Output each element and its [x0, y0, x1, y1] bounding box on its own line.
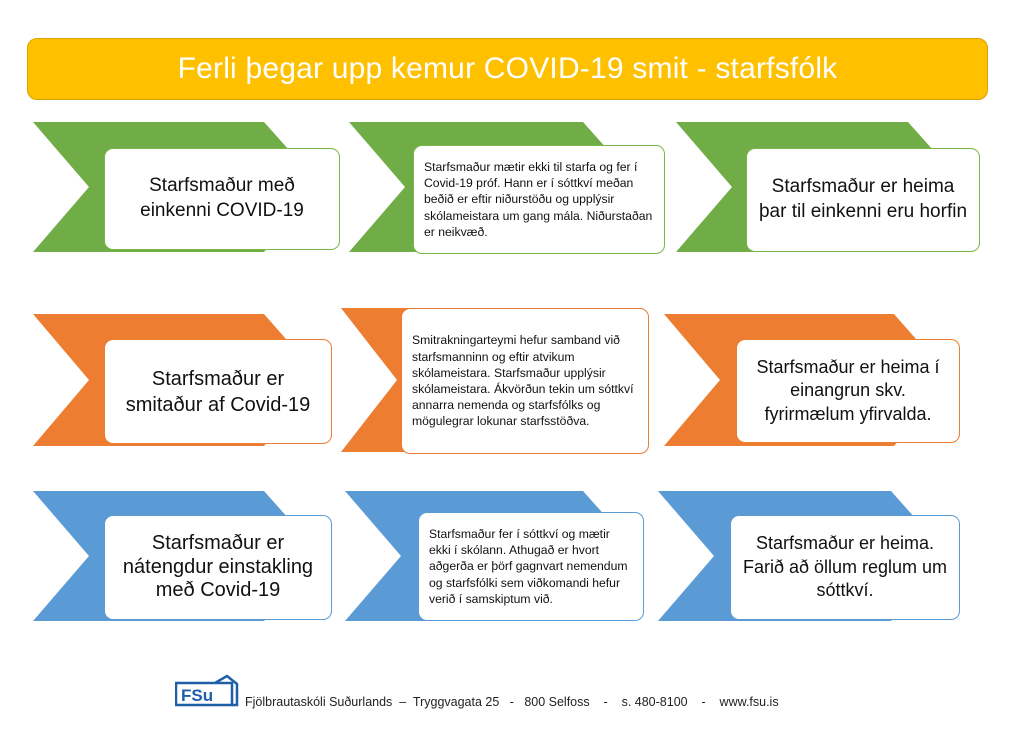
row1-step1-text: Starfsmaður með einkenni COVID-19 [140, 175, 304, 221]
row2-step2-box [401, 308, 649, 454]
row2-step2-text: Smitrakningarteymi hefur samband við starfsmanninn og eftir atvikum skólameistara. Starfsmaður upplýsir skólameistara. Ákvörðun tekin um sóttkví annarra nemenda og starfsfólks og mögulegrar lokunar starfsstöðva. [412, 333, 634, 429]
row3-step2-text: Starfsmaður fer í sóttkví og mætir ekki í skólann. Athugað er hvort aðgerða er þörf gagnvart nemendum og starfsfólki sem viðkomandi hefur verið í samskiptum við. [429, 526, 628, 606]
row1-step3-text: Starfsmaður er heima þar til einkenni eru horfin [758, 176, 968, 222]
row1-step2-box [413, 145, 665, 254]
row3-step1-box [104, 515, 332, 620]
row3-step2-box [418, 512, 644, 621]
row2-step3-box [736, 339, 960, 443]
row3-step1-text: Starfsmaður er nátengdur einstakling með Covid-19 [122, 532, 314, 602]
row3-step3-text: Starfsmaður er heima. Farið að öllum reglum um sóttkví. [742, 533, 948, 601]
footer-text: Fjölbrautaskóli Suðurlands – Tryggvagata 25 - 800 Selfoss - s. 480-8100 - www.fsu.is [245, 695, 779, 709]
row3-step3-box [730, 515, 960, 620]
row1-step2-text: Starfsmaður mætir ekki til starfa og fer í Covid-19 próf. Hann er í sóttkví meðan beðið er eftir niðurstöðu og upplýsir skólameistara um gang mála. Niðurstaðan er neikvæð. [424, 159, 653, 239]
fsu-logo-icon [175, 674, 241, 710]
footer [175, 674, 875, 714]
row2-step1-box [104, 339, 332, 444]
row2-step3-text: Starfsmaður er heima í einangrun skv. fyrirmælum yfirvalda. [756, 356, 940, 424]
logo-text: FSu [181, 686, 214, 705]
row1-step3-box [746, 148, 980, 252]
row2-step1-text: Starfsmaður er smitaður af Covid-19 [125, 367, 311, 416]
page-title: Ferli þegar upp kemur COVID-19 smit - starfsfólk [177, 52, 838, 85]
row1-step1-box [104, 148, 340, 250]
